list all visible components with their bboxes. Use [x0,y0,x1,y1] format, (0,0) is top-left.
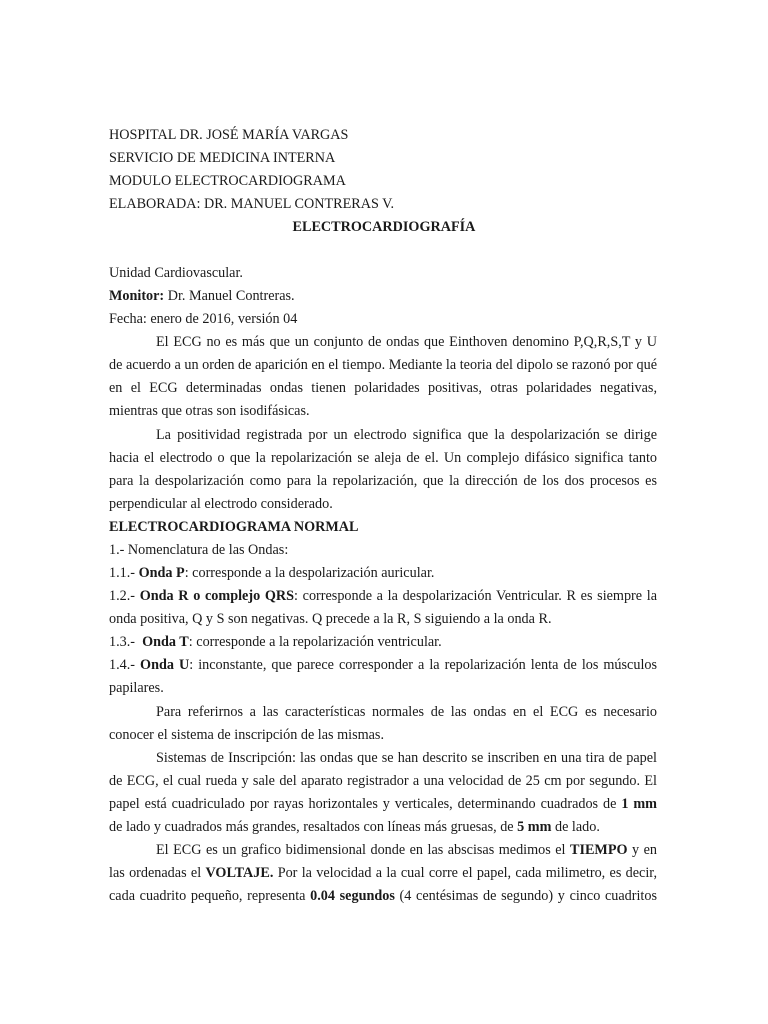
paragraph-1-line: en el ECG determinadas ondas tienen polaridades positivas, otras polaridades negativas, [109,380,657,396]
item-label: Onda U [140,657,190,673]
bold-span: VOLTAJE. [205,865,274,881]
item-text: : corresponde a la repolarización ventricular. [188,634,442,650]
bold-span: 1 mm [621,796,657,812]
author-line: ELABORADA: DR. MANUEL CONTRERAS V. [109,196,395,212]
paragraph-1-line: El ECG no es más que un conjunto de ondas que Einthoven denomino P,Q,R,S,T y U [156,334,657,350]
paragraph-5-line [109,862,657,885]
paragraph-4-line: de ECG, el cual rueda y sale del aparato registrador a una velocidad de 25 cm por segundo. El [109,773,657,789]
item-text: : inconstante, que parece corresponder a la repolarización lenta de los músculos [189,657,657,673]
item-text: : corresponde a la despolarización auricular. [184,565,435,581]
nomenclature-heading: 1.- Nomenclatura de las Ondas: [109,542,289,558]
unit-line: Unidad Cardiovascular. [109,265,243,281]
nomenclature-item-t [109,631,442,654]
text-span: papel está cuadriculado por rayas horizontales y verticales, determinando cuadrados de [109,796,622,812]
monitor-line [109,285,295,308]
text-span: de lado. [551,819,600,835]
item-number: 1.4.- [109,657,141,673]
monitor-label: Monitor: [109,288,165,304]
text-span: de lado y cuadrados más grandes, resaltados con líneas más gruesas, de [109,819,518,835]
paragraph-1-line: de acuerdo a un orden de aparición en el tiempo. Mediante la teoria del dipolo se razonó por qué [109,357,657,373]
text-span: El ECG es un grafico bidimensional donde en las abscisas medimos el [156,842,570,858]
text-span: las ordenadas el [109,865,206,881]
bold-span: TIEMPO [569,842,628,858]
text-span: Por la velocidad a la cual corre el papel, cada milimetro, es decir, [273,865,657,881]
item-label: Onda R o complejo QRS [139,588,295,604]
paragraph-3-line: Para referirnos a las características normales de las ondas en el ECG es necesario [156,704,657,720]
item-number: 1.3.- [109,634,143,650]
item-label: Onda T [142,634,189,650]
nomenclature-item-p [109,562,434,585]
text-span: (4 centésimas de segundo) y cinco cuadritos [394,888,657,904]
date-line: Fecha: enero de 2016, versión 04 [109,311,298,327]
paragraph-2-line: La positividad registrada por un electrodo significa que la despolarización se dirige [156,427,657,443]
hospital-name: HOSPITAL DR. JOSÉ MARÍA VARGAS [109,127,349,143]
nomenclature-item-u-cont: papilares. [109,680,164,696]
paragraph-2-line: hacia el electrodo o que la repolarización se aleja de el. Un complejo difásico significa tanto [109,450,657,466]
bold-span: 0.04 segundos [310,888,395,904]
module-name: MODULO ELECTROCARDIOGRAMA [109,173,346,189]
paragraph-5-line [109,885,657,908]
paragraph-4-line [109,793,657,816]
paragraph-1-line: mientras que otras son isodifásicas. [109,403,310,419]
paragraph-5-line [156,839,657,862]
nomenclature-item-qrs [109,585,657,608]
paragraph-4-line [109,816,600,839]
text-span: y en [627,842,657,858]
bold-span: 5 mm [517,819,552,835]
section-heading: ELECTROCARDIOGRAMA NORMAL [109,519,359,535]
item-label: Onda P [138,565,185,581]
paragraph-3-line: conocer el sistema de inscripción de las mismas. [109,727,385,743]
service-name: SERVICIO DE MEDICINA INTERNA [109,150,336,166]
paragraph-2-line: para la despolarización como para la repolarización, que la dirección de los dos procesos es [109,473,657,489]
nomenclature-item-u [109,654,657,677]
item-text: : corresponde a la despolarización Ventricular. R es siempre la [294,588,658,604]
item-number: 1.1.- [109,565,139,581]
item-number: 1.2.- [109,588,140,604]
document-title: ELECTROCARDIOGRAFÍA [292,219,476,235]
nomenclature-item-qrs-cont: onda positiva, Q y S son negativas. Q precede a la R, S siguiendo a la onda R. [109,611,552,627]
text-span: cada cuadrito pequeño, representa [109,888,311,904]
paragraph-2-line: perpendicular al electrodo considerado. [109,496,333,512]
paragraph-4-line: Sistemas de Inscripción: las ondas que se han descrito se inscriben en una tira de papel [156,750,657,766]
monitor-value: Dr. Manuel Contreras. [164,288,295,304]
